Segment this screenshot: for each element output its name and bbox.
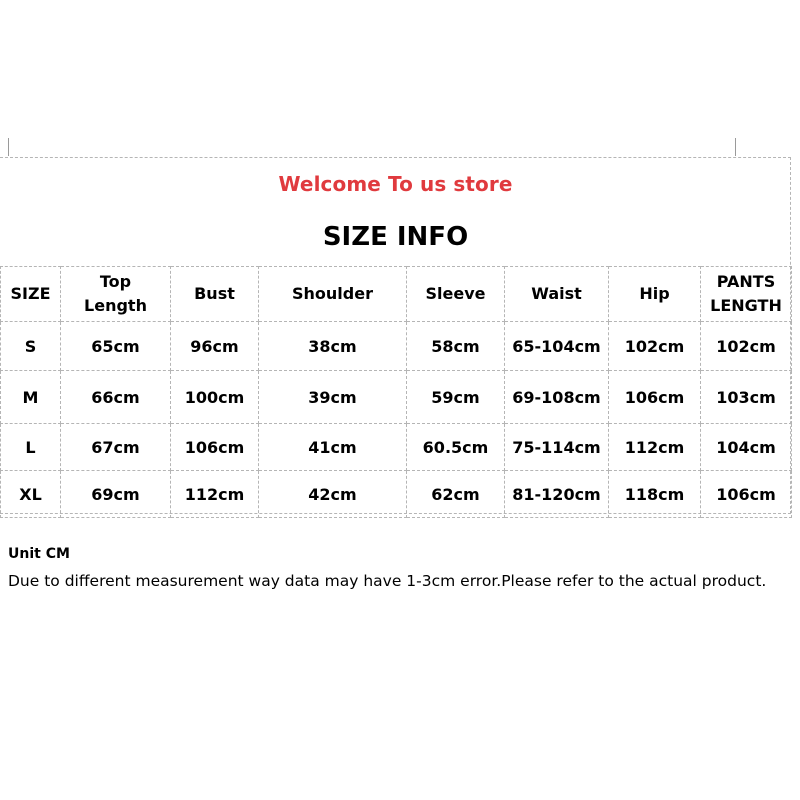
cell-shoulder: 39cm [259,371,407,424]
cell-size: L [1,424,61,471]
cell-hip: 118cm [609,471,701,518]
table-row [1,424,792,471]
cell-bust: 106cm [171,424,259,471]
cell-waist: 65-104cm [505,322,609,371]
col-header-top-length [61,267,171,322]
page-corner-mark-right [735,138,736,156]
size-info-title: SIZE INFO [322,222,469,252]
cell-pants-length: 102cm [701,322,792,371]
cell-top-length: 65cm [61,322,171,371]
cell-size: M [1,371,61,424]
col-header-size: SIZE [1,267,61,322]
col-header-waist: Waist [505,267,609,322]
cell-bust: 96cm [171,322,259,371]
cell-waist: 69-108cm [505,371,609,424]
cell-hip: 106cm [609,371,701,424]
cell-top-length: 67cm [61,424,171,471]
cell-pants-length: 103cm [701,371,792,424]
cell-sleeve: 62cm [407,471,505,518]
col-header-pants-length-text: PANTS LENGTH [710,272,782,315]
cell-pants-length: 104cm [701,424,792,471]
measurement-note: Due to different measurement way data may have 1-3cm error.Please refer to the actual product. [8,572,767,590]
cell-bust: 100cm [171,371,259,424]
col-header-pants-length [701,267,792,322]
cell-sleeve: 59cm [407,371,505,424]
cell-sleeve: 60.5cm [407,424,505,471]
cell-pants-length: 106cm [701,471,792,518]
table-row [1,371,792,424]
table-row [1,322,792,371]
size-sheet [0,157,791,514]
welcome-heading: Welcome To us store [278,172,513,196]
col-header-shoulder: Shoulder [259,267,407,322]
cell-hip: 102cm [609,322,701,371]
col-header-bust: Bust [171,267,259,322]
cell-shoulder: 38cm [259,322,407,371]
cell-top-length: 66cm [61,371,171,424]
cell-size: XL [1,471,61,518]
cell-waist: 75-114cm [505,424,609,471]
table-row [1,471,792,518]
col-header-sleeve: Sleeve [407,267,505,322]
col-header-hip: Hip [609,267,701,322]
cell-sleeve: 58cm [407,322,505,371]
cell-waist: 81-120cm [505,471,609,518]
cell-shoulder: 41cm [259,424,407,471]
page-corner-mark-left [8,138,9,156]
table-header-row [1,267,792,322]
col-header-top-length-text: Top Length [84,272,147,315]
cell-shoulder: 42cm [259,471,407,518]
cell-top-length: 69cm [61,471,171,518]
unit-label: Unit CM [8,546,70,562]
cell-bust: 112cm [171,471,259,518]
size-table [0,266,792,518]
cell-size: S [1,322,61,371]
cell-hip: 112cm [609,424,701,471]
